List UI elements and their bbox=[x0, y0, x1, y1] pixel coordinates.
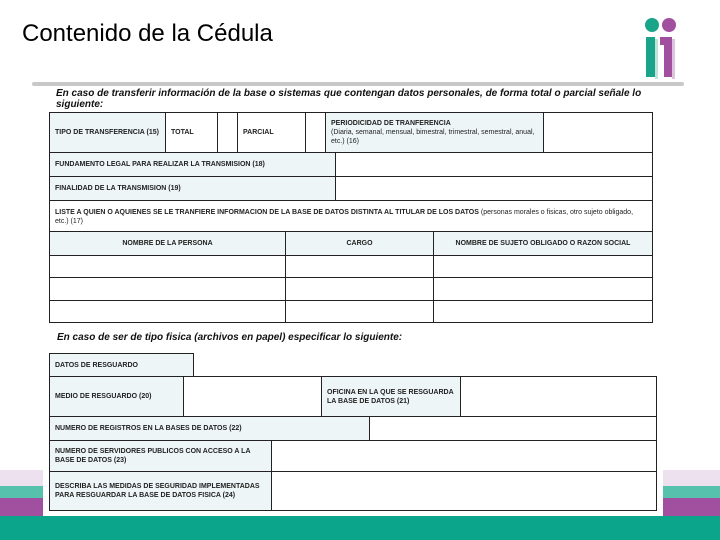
datos-resguardo-label: DATOS DE RESGUARDO bbox=[49, 353, 194, 377]
table-cell[interactable] bbox=[433, 255, 653, 278]
logo-icon bbox=[640, 15, 680, 81]
medidas-label: DESCRIBA LAS MEDIDAS DE SEGURIDAD IMPLEMENTADAS PARA RESGUARDAR LA BASE DE DATOS FISICA (24) bbox=[49, 471, 272, 511]
servidores-label: NUMERO DE SERVIDORES PUBLICOS CON ACCESO A LA BASE DE DATOS (23) bbox=[49, 440, 272, 472]
servidores-field[interactable] bbox=[271, 440, 657, 472]
table-cell[interactable] bbox=[285, 277, 434, 301]
section2-intro: En caso de ser de tipo fisica (archivos en papel) especificar lo siguiente: bbox=[57, 332, 403, 343]
table-cell[interactable] bbox=[49, 277, 286, 301]
total-label: TOTAL bbox=[165, 112, 218, 153]
tipo-label: TIPO DE TRANSFERENCIA (15) bbox=[49, 112, 166, 153]
oficina-label: OFICINA EN LA QUE SE RESGUARDA LA BASE DE DATOS (21) bbox=[321, 376, 461, 417]
fundamento-field[interactable] bbox=[335, 152, 653, 177]
liste-title: LISTE A QUIEN O AQUIENES SE LE TRANFIERE INFORMACION DE LA BASE DE DATOS DISTINTA AL TITULAR DE LOS DATOS bbox=[55, 209, 479, 216]
parcial-checkbox[interactable] bbox=[305, 112, 326, 153]
footer-band bbox=[0, 516, 720, 540]
parcial-label: PARCIAL bbox=[237, 112, 306, 153]
oficina-field[interactable] bbox=[460, 376, 657, 417]
total-checkbox[interactable] bbox=[217, 112, 238, 153]
periodicidad-note: (Diaria, semanal, mensual, bimestral, trimestral, semestral, anual, etc.) (16) bbox=[331, 129, 535, 145]
liste-note: (personas morales o fisicas, otro sujeto obligado, etc.) (17) bbox=[55, 209, 634, 225]
header-nombre: NOMBRE DE LA PERSONA bbox=[49, 231, 286, 256]
registros-field[interactable] bbox=[369, 416, 657, 441]
table-cell[interactable] bbox=[285, 300, 434, 323]
divider bbox=[32, 82, 684, 86]
periodicidad-title: PERIODICIDAD DE TRANFERENCIA bbox=[331, 120, 451, 127]
registros-label: NUMERO DE REGISTROS EN LA BASES DE DATOS (22) bbox=[49, 416, 370, 441]
medio-field[interactable] bbox=[183, 376, 322, 417]
header-sujeto: NOMBRE DE SUJETO OBLIGADO O RAZON SOCIAL bbox=[433, 231, 653, 256]
liste-label bbox=[49, 200, 653, 232]
finalidad-label: FINALIDAD DE LA TRANSMISION (19) bbox=[49, 176, 336, 201]
fundamento-label: FUNDAMENTO LEGAL PARA REALIZAR LA TRANSMISION (18) bbox=[49, 152, 336, 177]
finalidad-field[interactable] bbox=[335, 176, 653, 201]
table-cell[interactable] bbox=[49, 255, 286, 278]
medio-label: MEDIO DE RESGUARDO (20) bbox=[49, 376, 184, 417]
section1-intro: En caso de transferir información de la base o sistemas que contengan datos personales, de forma total o parcial señale lo siguiente: bbox=[56, 88, 642, 110]
medidas-field[interactable] bbox=[271, 471, 657, 511]
periodicidad-field[interactable] bbox=[543, 112, 653, 153]
table-cell[interactable] bbox=[49, 300, 286, 323]
slide-title: Contenido de la Cédula bbox=[22, 20, 273, 47]
header-cargo: CARGO bbox=[285, 231, 434, 256]
table-cell[interactable] bbox=[433, 277, 653, 301]
table-cell[interactable] bbox=[285, 255, 434, 278]
table-cell[interactable] bbox=[433, 300, 653, 323]
periodicidad-label bbox=[325, 112, 544, 153]
